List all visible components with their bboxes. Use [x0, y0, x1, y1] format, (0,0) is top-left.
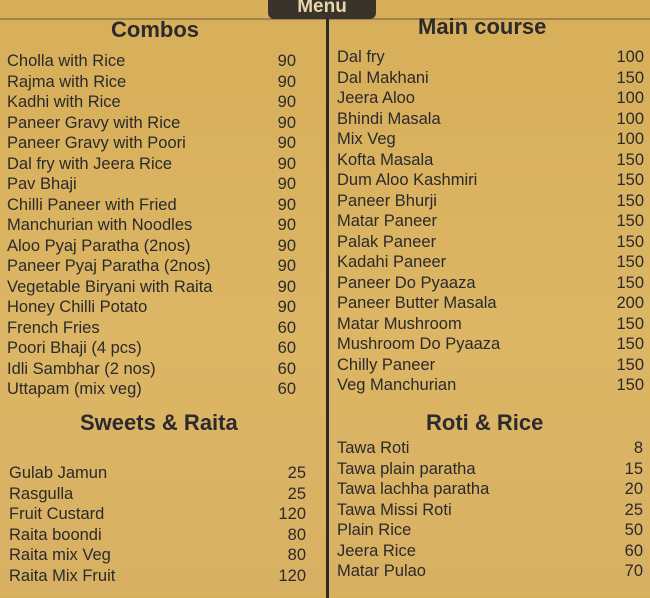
menu-item	[337, 541, 643, 562]
menu-item-price: 70	[624, 562, 643, 580]
menu-item	[337, 459, 643, 480]
menu-item	[337, 375, 644, 396]
menu-item-price: 90	[277, 52, 296, 70]
menu-item	[7, 256, 296, 277]
menu-item-price: 90	[277, 236, 296, 255]
menu-item-name: Rasgulla	[9, 484, 74, 503]
menu-item-name: Dal fry	[337, 48, 385, 66]
menu-item-price: 100	[616, 130, 644, 148]
menu-item	[337, 334, 644, 355]
menu-item-price: 90	[277, 257, 296, 275]
menu-tab: Menu	[268, 0, 376, 19]
menu-item-price: 150	[616, 232, 644, 251]
menu-item	[337, 314, 644, 335]
menu-item-price: 100	[616, 48, 644, 66]
menu-item	[337, 479, 643, 500]
menu-item-name: Chilly Paneer	[337, 355, 436, 374]
menu-item	[337, 150, 644, 171]
menu-item	[337, 88, 644, 109]
menu-item	[337, 232, 644, 253]
menu-item-name: Kadahi Paneer	[337, 253, 447, 271]
menu-item-price: 25	[287, 484, 306, 503]
menu-item-name: Matar Paneer	[337, 212, 437, 230]
menu-item-name: Idli Sambhar (2 nos)	[7, 359, 156, 378]
menu-item-price: 90	[277, 134, 296, 152]
menu-item	[7, 379, 296, 400]
sweets-heading: Sweets & Raita	[80, 410, 238, 435]
menu-item-price: 25	[624, 500, 643, 519]
menu-item-price: 25	[287, 464, 306, 482]
menu-item	[9, 545, 306, 566]
menu-item-name: Tawa Roti	[337, 439, 410, 457]
menu-item-name: Mix Veg	[337, 130, 396, 148]
menu-item	[337, 109, 644, 130]
menu-item-price: 8	[633, 439, 643, 457]
menu-item-price: 150	[616, 314, 644, 333]
menu-item-price: 150	[616, 191, 644, 210]
menu-item-price: 90	[277, 175, 296, 193]
menu-item-price: 150	[616, 150, 644, 169]
menu-item	[9, 484, 306, 505]
menu-item	[7, 359, 296, 380]
menu-item-name: Matar Pulao	[337, 562, 426, 580]
menu-item-price: 80	[287, 525, 306, 544]
combos-list	[7, 51, 296, 400]
menu-item-name: Dum Aloo Kashmiri	[337, 171, 478, 189]
menu-item	[7, 92, 296, 113]
menu-item	[7, 113, 296, 134]
menu-item-price: 150	[616, 171, 644, 189]
menu-item-name: French Fries	[7, 318, 100, 337]
main-course-heading: Main course	[418, 14, 547, 39]
menu-item	[337, 47, 644, 68]
menu-item-price: 150	[616, 355, 644, 374]
menu-item-name: Jeera Rice	[337, 541, 416, 560]
menu-item	[337, 191, 644, 212]
menu-item-name: Paneer Butter Masala	[337, 294, 497, 312]
menu-item-name: Kadhi with Rice	[7, 93, 121, 111]
menu-item	[337, 500, 643, 521]
main-course-list	[337, 47, 644, 396]
menu-item	[337, 170, 644, 191]
menu-item	[9, 525, 306, 546]
menu-item-name: Paneer Pyaj Paratha (2nos)	[7, 257, 211, 275]
menu-item-name: Uttapam (mix veg)	[7, 380, 142, 398]
menu-item	[337, 293, 644, 314]
menu-item	[9, 566, 306, 587]
menu-item	[337, 273, 644, 294]
menu-item-name: Palak Paneer	[337, 232, 437, 251]
menu-item	[9, 504, 306, 525]
menu-item-price: 90	[277, 154, 296, 173]
menu-item-name: Paneer Gravy with Poori	[7, 134, 186, 152]
sweets-list	[9, 463, 306, 586]
menu-item-name: Tawa lachha paratha	[337, 480, 490, 498]
menu-item	[7, 318, 296, 339]
menu-item-name: Tawa Missi Roti	[337, 500, 452, 519]
menu-item-name: Paneer Bhurji	[337, 191, 437, 210]
menu-item-name: Paneer Do Pyaaza	[337, 273, 476, 292]
menu-item-name: Manchurian with Noodles	[7, 216, 193, 234]
roti-rice-list	[337, 438, 643, 582]
menu-item-price: 80	[287, 546, 306, 564]
menu-item-price: 15	[624, 459, 643, 478]
menu-item-name: Raita Mix Fruit	[9, 566, 116, 585]
menu-item-price: 90	[277, 93, 296, 111]
menu-item	[7, 236, 296, 257]
menu-item-name: Cholla with Rice	[7, 52, 126, 70]
menu-item-price: 150	[616, 273, 644, 292]
menu-item-name: Chilli Paneer with Fried	[7, 195, 177, 214]
menu-item-price: 60	[277, 318, 296, 337]
menu-item-price: 90	[277, 298, 296, 316]
menu-item	[337, 211, 644, 232]
menu-item-price: 150	[616, 253, 644, 271]
menu-item	[337, 561, 643, 582]
menu-item	[7, 297, 296, 318]
menu-item-price: 20	[624, 480, 643, 498]
menu-item-price: 50	[624, 521, 643, 539]
menu-item	[337, 129, 644, 150]
menu-item-name: Honey Chilli Potato	[7, 298, 148, 316]
menu-item	[7, 154, 296, 175]
menu-item	[337, 252, 644, 273]
menu-item	[7, 195, 296, 216]
menu-item-price: 120	[278, 566, 306, 585]
menu-item	[7, 133, 296, 154]
menu-item-price: 90	[277, 277, 296, 296]
menu-item-name: Gulab Jamun	[9, 464, 108, 482]
menu-item-price: 150	[616, 376, 644, 394]
menu-item-price: 150	[616, 335, 644, 353]
menu-item-name: Rajma with Rice	[7, 72, 127, 91]
menu-item-price: 60	[624, 541, 643, 560]
menu-item-name: Dal fry with Jeera Rice	[7, 154, 173, 173]
combos-heading: Combos	[111, 17, 199, 42]
menu-item-name: Vegetable Biryani with Raita	[7, 277, 213, 296]
menu-item-name: Aloo Pyaj Paratha (2nos)	[7, 236, 191, 255]
menu-item-price: 90	[277, 72, 296, 91]
menu-item-name: Pav Bhaji	[7, 175, 77, 193]
menu-item-name: Matar Mushroom	[337, 314, 462, 333]
menu-item-name: Fruit Custard	[9, 505, 105, 523]
menu-item-price: 150	[616, 68, 644, 87]
menu-item	[9, 463, 306, 484]
menu-item	[7, 51, 296, 72]
menu-item	[7, 72, 296, 93]
menu-item-name: Mushroom Do Pyaaza	[337, 335, 501, 353]
menu-item	[7, 338, 296, 359]
menu-item-price: 60	[277, 359, 296, 378]
menu-item-price: 150	[616, 212, 644, 230]
menu-item-name: Paneer Gravy with Rice	[7, 113, 181, 132]
menu-item-price: 100	[616, 109, 644, 128]
menu-item-name: Jeera Aloo	[337, 89, 415, 107]
menu-item	[7, 174, 296, 195]
menu-item-price: 60	[277, 339, 296, 357]
roti-rice-heading: Roti & Rice	[426, 410, 544, 435]
menu-item-price: 200	[616, 294, 644, 312]
menu-item-price: 90	[277, 113, 296, 132]
column-divider	[326, 18, 329, 598]
menu-item-price: 120	[278, 505, 306, 523]
menu-item-price: 60	[277, 380, 296, 398]
menu-item-name: Plain Rice	[337, 521, 412, 539]
menu-item-name: Raita boondi	[9, 525, 102, 544]
menu-item-name: Raita mix Veg	[9, 546, 111, 564]
menu-item	[337, 520, 643, 541]
menu-item	[7, 277, 296, 298]
menu-item	[337, 438, 643, 459]
menu-item-price: 90	[277, 195, 296, 214]
menu-item-name: Dal Makhani	[337, 68, 429, 87]
menu-item	[337, 355, 644, 376]
menu-item-name: Kofta Masala	[337, 150, 434, 169]
menu-item-name: Bhindi Masala	[337, 109, 441, 128]
menu-item	[7, 215, 296, 236]
menu-item-name: Veg Manchurian	[337, 376, 457, 394]
menu-item	[337, 68, 644, 89]
menu-item-price: 100	[616, 89, 644, 107]
menu-item-name: Poori Bhaji (4 pcs)	[7, 339, 142, 357]
menu-item-price: 90	[277, 216, 296, 234]
menu-item-name: Tawa plain paratha	[337, 459, 476, 478]
